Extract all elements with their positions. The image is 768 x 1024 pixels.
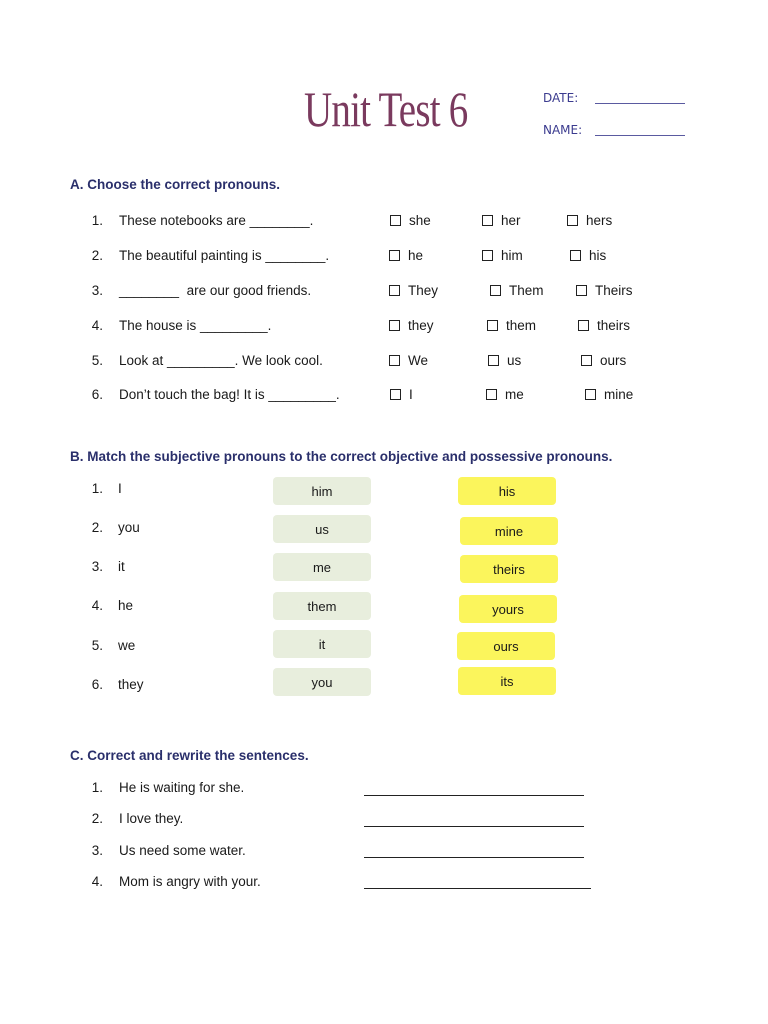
checkbox-icon[interactable] — [488, 355, 499, 366]
sentence-text: Mom is angry with your. — [119, 874, 261, 889]
option-checkbox[interactable] — [390, 387, 413, 402]
option-label: They — [408, 283, 439, 298]
item-text: Look at _________. We look cool. — [119, 353, 323, 368]
option-checkbox[interactable] — [570, 248, 606, 263]
item-number: 5. — [91, 638, 103, 653]
option-checkbox[interactable] — [567, 213, 612, 228]
subject-pronoun: you — [118, 520, 140, 535]
option-checkbox[interactable] — [576, 283, 633, 298]
item-number: 5. — [91, 353, 103, 368]
possessive-pronoun-card[interactable]: his — [458, 477, 556, 505]
subject-pronoun: we — [118, 638, 136, 653]
item-number: 1. — [91, 481, 103, 496]
option-checkbox[interactable] — [389, 318, 434, 333]
checkbox-icon[interactable] — [570, 250, 581, 261]
option-label: Theirs — [595, 283, 633, 298]
checkbox-icon[interactable] — [389, 320, 400, 331]
option-label: them — [506, 318, 537, 333]
option-label: her — [501, 213, 521, 228]
objective-pronoun-card[interactable]: it — [273, 630, 371, 658]
subject-pronoun: they — [118, 677, 144, 692]
item-number: 6. — [91, 387, 103, 402]
option-label: us — [507, 353, 522, 368]
subject-pronoun: I — [118, 481, 122, 496]
possessive-pronoun-card[interactable]: mine — [460, 517, 558, 545]
section-b-heading: B. Match the subjective pronouns to the correct objective and possessive pronouns. — [70, 449, 613, 464]
option-label: they — [408, 318, 434, 333]
item-number: 1. — [91, 780, 103, 795]
answer-line[interactable] — [364, 795, 584, 796]
possessive-pronoun-card[interactable]: yours — [459, 595, 557, 623]
item-text: ________ are our good friends. — [119, 283, 312, 298]
name-label: NAME: — [543, 123, 583, 137]
checkbox-icon[interactable] — [389, 355, 400, 366]
checkbox-icon[interactable] — [487, 320, 498, 331]
item-number: 3. — [91, 559, 103, 574]
checkbox-icon[interactable] — [389, 250, 400, 261]
subject-pronoun: he — [118, 598, 134, 613]
checkbox-icon[interactable] — [567, 215, 578, 226]
item-number: 4. — [91, 318, 103, 333]
item-number: 4. — [91, 598, 103, 613]
option-checkbox[interactable] — [482, 213, 521, 228]
option-label: We — [408, 353, 429, 368]
page-title: Unit Test 6 — [304, 81, 468, 137]
option-checkbox[interactable] — [487, 318, 536, 333]
answer-line[interactable] — [364, 826, 584, 827]
item-text: These notebooks are ________. — [119, 213, 314, 228]
possessive-pronoun-card[interactable]: its — [458, 667, 556, 695]
option-checkbox[interactable] — [585, 387, 633, 402]
item-number: 2. — [91, 520, 103, 535]
item-number: 3. — [91, 843, 103, 858]
item-number: 3. — [91, 283, 103, 298]
section-c-heading: C. Correct and rewrite the sentences. — [70, 748, 309, 763]
option-checkbox[interactable] — [490, 283, 544, 298]
checkbox-icon[interactable] — [482, 215, 493, 226]
sentence-text: Us need some water. — [119, 843, 246, 858]
checkbox-icon[interactable] — [390, 215, 401, 226]
checkbox-icon[interactable] — [576, 285, 587, 296]
sentence-text: He is waiting for she. — [119, 780, 245, 795]
option-label: I — [409, 387, 413, 402]
answer-line[interactable] — [364, 888, 591, 889]
section-a-heading: A. Choose the correct pronouns. — [70, 177, 281, 192]
option-checkbox[interactable] — [578, 318, 630, 333]
item-number: 2. — [91, 248, 103, 263]
option-checkbox[interactable] — [389, 283, 438, 298]
option-label: his — [589, 248, 607, 263]
item-text: The house is _________. — [119, 318, 272, 333]
sentence-text: I love they. — [119, 811, 184, 826]
checkbox-icon[interactable] — [578, 320, 589, 331]
option-checkbox[interactable] — [486, 387, 524, 402]
option-checkbox[interactable] — [488, 353, 521, 368]
option-label: Them — [509, 283, 544, 298]
option-checkbox[interactable] — [389, 248, 423, 263]
item-text: Don’t touch the bag! It is _________. — [119, 387, 340, 402]
option-label: mine — [604, 387, 634, 402]
option-label: she — [409, 213, 431, 228]
checkbox-icon[interactable] — [585, 389, 596, 400]
objective-pronoun-card[interactable]: you — [273, 668, 371, 696]
date-label: DATE: — [543, 91, 579, 105]
name-field[interactable] — [595, 135, 685, 136]
option-label: me — [505, 387, 524, 402]
option-checkbox[interactable] — [390, 213, 431, 228]
option-checkbox[interactable] — [389, 353, 428, 368]
possessive-pronoun-card[interactable]: theirs — [460, 555, 558, 583]
option-label: hers — [586, 213, 613, 228]
checkbox-icon[interactable] — [581, 355, 592, 366]
item-number: 6. — [91, 677, 103, 692]
option-checkbox[interactable] — [581, 353, 626, 368]
option-label: ours — [600, 353, 627, 368]
possessive-pronoun-card[interactable]: ours — [457, 632, 555, 660]
item-number: 4. — [91, 874, 103, 889]
checkbox-icon[interactable] — [490, 285, 501, 296]
answer-line[interactable] — [364, 857, 584, 858]
option-label: him — [501, 248, 523, 263]
objective-pronoun-card[interactable]: us — [273, 515, 371, 543]
option-checkbox[interactable] — [482, 248, 523, 263]
item-text: The beautiful painting is ________. — [119, 248, 330, 263]
objective-pronoun-card[interactable]: them — [273, 592, 371, 620]
checkbox-icon[interactable] — [482, 250, 493, 261]
checkbox-icon[interactable] — [389, 285, 400, 296]
checkbox-icon[interactable] — [390, 389, 401, 400]
item-number: 2. — [91, 811, 103, 826]
item-number: 1. — [91, 213, 103, 228]
subject-pronoun: it — [118, 559, 125, 574]
objective-pronoun-card[interactable]: him — [273, 477, 371, 505]
checkbox-icon[interactable] — [486, 389, 497, 400]
objective-pronoun-card[interactable]: me — [273, 553, 371, 581]
option-label: theirs — [597, 318, 631, 333]
option-label: he — [408, 248, 424, 263]
date-field[interactable] — [595, 103, 685, 104]
